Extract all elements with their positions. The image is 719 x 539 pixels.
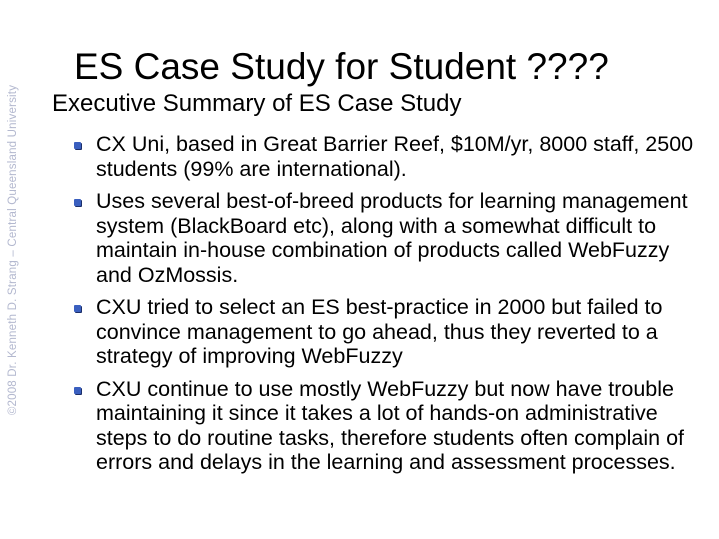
slide-title: ES Case Study for Student ???? [74, 46, 609, 87]
watermark-text: ©2008 Dr. Kenneth D. Strang – Central Queensland University [7, 84, 19, 416]
bullet-item [72, 132, 702, 181]
bullet-text: CXU continue to use mostly WebFuzzy but now have trouble maintaining it since it takes a lot of hands-on administrative steps to do routine tasks, therefore students often complain of errors and delays in the learning and assessment processes. [96, 376, 685, 474]
square-bullet-icon [74, 142, 81, 149]
bullet-text: Uses several best-of-breed products for learning management system (BlackBoard etc), along with a somewhat difficult to maintain in-house combination of products called WebFuzzy and OzMossis. [96, 189, 688, 287]
bullet-item [72, 295, 702, 369]
bullet-item [72, 189, 702, 287]
bullet-text: CXU tried to select an ES best-practice in 2000 but failed to convince management to go ahead, thus they reverted to a strategy of improving WebFuzzy [96, 295, 663, 368]
bullet-item [72, 377, 702, 475]
square-bullet-icon [74, 199, 81, 206]
slide-subtitle: Executive Summary of ES Case Study [52, 90, 462, 117]
bullet-text: CX Uni, based in Great Barrier Reef, $10M/yr, 8000 staff, 2500 students (99% are international). [96, 132, 694, 181]
copyright-watermark [2, 60, 24, 440]
bullet-list [72, 132, 702, 483]
square-bullet-icon [74, 305, 81, 312]
square-bullet-icon [74, 387, 81, 394]
